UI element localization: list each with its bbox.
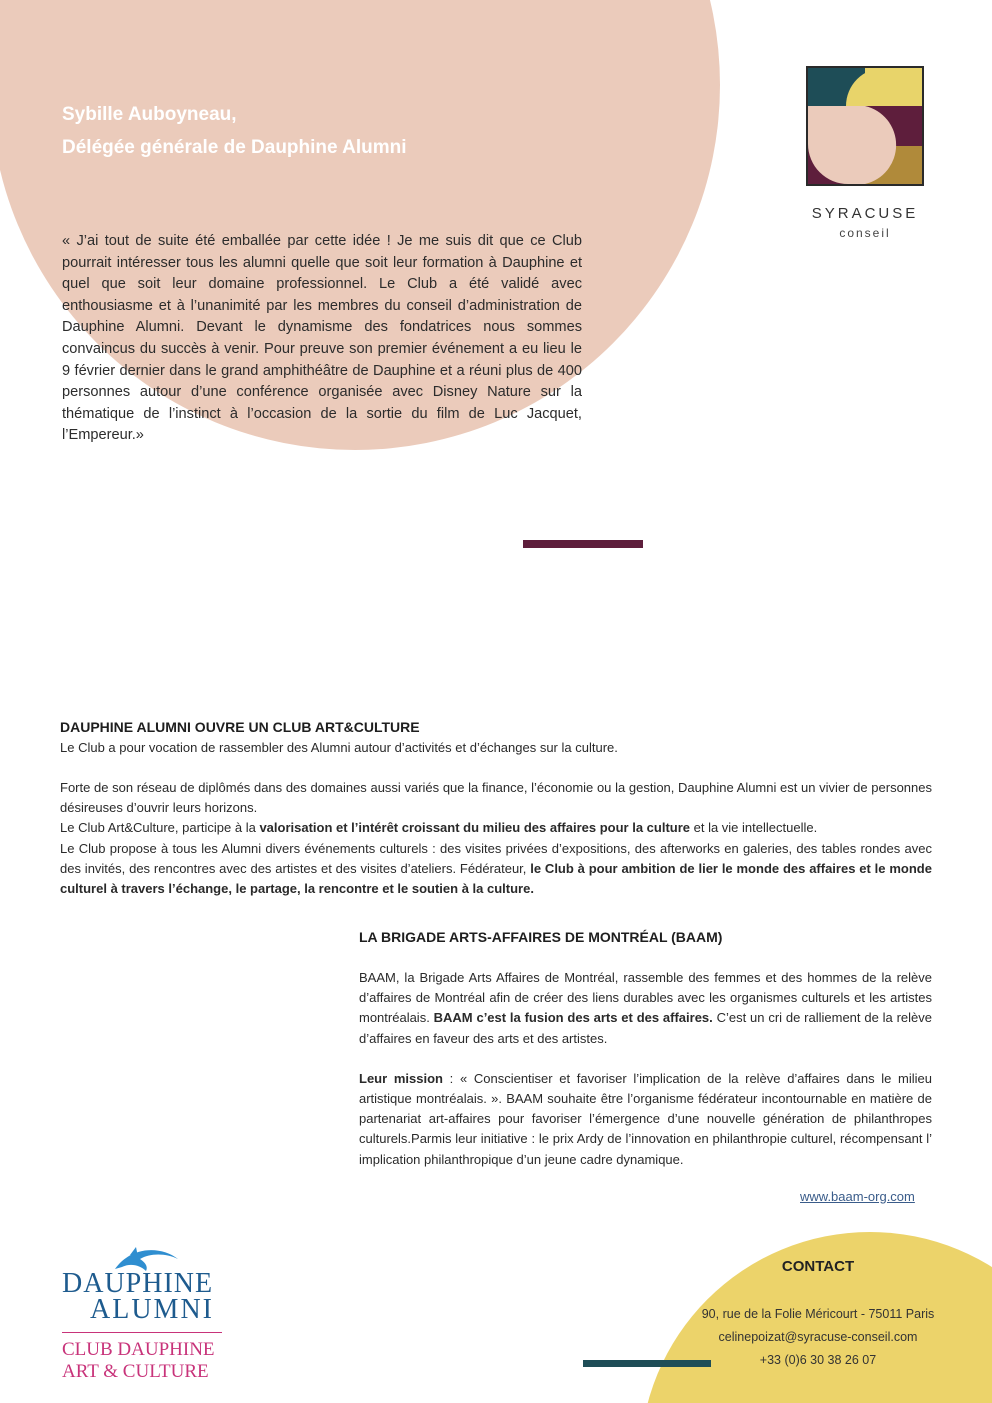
quote-author <box>62 98 407 164</box>
bold-text-run: le Club à pour ambition de lier le monde des affaires et le monde culturel à travers l’échange, le partage, la rencontre et le soutien à la culture. <box>60 860 932 897</box>
club-name-line2: ART & CULTURE <box>62 1361 209 1382</box>
contact-email[interactable]: celinepoizat@syracuse-conseil.com <box>718 1330 918 1344</box>
text-run: Le Club propose à tous les Alumni divers événements culturels : des visites privées d’expositions, des afterworks en galeries, des tables rondes avec des invités, des rencontres avec des artistes et des visites d’ateliers. Fédérateur, <box>60 840 932 876</box>
text-run: : « Conscientiser et favoriser l’implication de la relève d’affaires dans le milieu artistique montréalais. ». BAAM souhaite être l’organisme fédérateur incontournable en matière de partenariat art-affaires pour favoriser l’émergence d’une nouvelle génération de philanthropes culturels.Parmis leur initiative : le prix Ardy de l’innovation en philanthropie culturel, récompensant l’ implication philanthropique d’un jeune cadre dynamique. <box>359 1070 932 1167</box>
bold-text-run: BAAM c’est la fusion des arts et des affaires. <box>433 1010 713 1026</box>
syracuse-name: SYRACUSE <box>811 205 919 222</box>
contact-address: 90, rue de la Folie Méricourt - 75011 Paris <box>701 1307 935 1321</box>
section-baam-paragraph <box>359 968 932 1049</box>
bold-text-run: valorisation et l’intérêt croissant du milieu des affaires pour la culture <box>259 820 690 836</box>
decorative-teal-bar <box>583 1360 711 1367</box>
text-run: et la vie intellectuelle. <box>690 820 818 836</box>
section-club-body <box>60 778 932 899</box>
dauphine-logo-line1: DAUPHINE <box>62 1268 214 1299</box>
text-run: BAAM, la Brigade Arts Affaires de Montréal, rassemble des femmes et des hommes de la relève d’affaires de Montréal afin de créer des liens durables avec les organismes culturels et les artistes montréalais. <box>359 970 932 1026</box>
quote-text: « J’ai tout de suite été emballée par cette idée ! Je me suis dit que ce Club pourrait intéresser tous les alumni quelle que soit leur formation à Dauphine et quel que soit leur domaine professionnel. Le Club a été validé avec enthousiasme et à l’unanimité par les membres du conseil d’administration de Dauphine Alumni. Devant le dynamisme des fondatrices nous sommes convaincus du succès à venir. Pour preuve son premier événement a eu lieu le 9 février dernier dans le grand amphithéâtre de Dauphine et a réuni plus de 400 personnes autour d’une conférence organisée avec Disney Nature sur la thématique de l’instinct à l’occasion de la sortie du film de Luc Jacquet, l’Empereur.» <box>62 233 582 444</box>
decorative-plum-bar <box>523 540 643 548</box>
club-name-line1: CLUB DAUPHINE <box>62 1339 215 1360</box>
section-club-title: DAUPHINE ALUMNI OUVRE UN CLUB ART&CULTURE <box>60 719 420 735</box>
text-run: C’est un cri de ralliement de la relève d’affaires en faveur des arts et des artistes. <box>359 1010 932 1046</box>
contact-phone[interactable]: +33 (0)6 30 38 26 07 <box>759 1353 877 1367</box>
section-club-paragraph <box>60 818 932 838</box>
section-baam-title: LA BRIGADE ARTS-AFFAIRES DE MONTRÉAL (BAAM) <box>359 929 723 945</box>
quote-author-role: Délégée générale de Dauphine Alumni <box>62 137 407 158</box>
quote-author-name: Sybille Auboyneau, <box>62 104 237 125</box>
syracuse-subtitle: conseil <box>839 226 891 240</box>
text-run: Le Club Art&Culture, participe à la <box>60 820 260 836</box>
syracuse-logo-icon <box>806 66 924 186</box>
baam-website-link[interactable]: www.baam-org.com <box>800 1189 915 1204</box>
section-club-intro: Le Club a pour vocation de rassembler des Alumni autour d’activités et d’échanges sur la culture. <box>60 740 618 755</box>
dauphine-logo-line2: ALUMNI <box>90 1294 214 1325</box>
section-club-paragraph <box>60 839 932 900</box>
section-baam-body <box>359 968 932 1170</box>
section-baam-paragraph <box>359 1069 932 1170</box>
bold-text-run: Leur mission <box>359 1070 443 1086</box>
section-club-paragraph: Forte de son réseau de diplômés dans des domaines aussi variés que la finance, l’économie ou la gestion, Dauphine Alumni est un vivier de personnes désireuses d’ouvrir leurs horizons. <box>60 780 932 816</box>
logo-divider <box>62 1332 222 1333</box>
contact-title: CONTACT <box>781 1258 855 1275</box>
